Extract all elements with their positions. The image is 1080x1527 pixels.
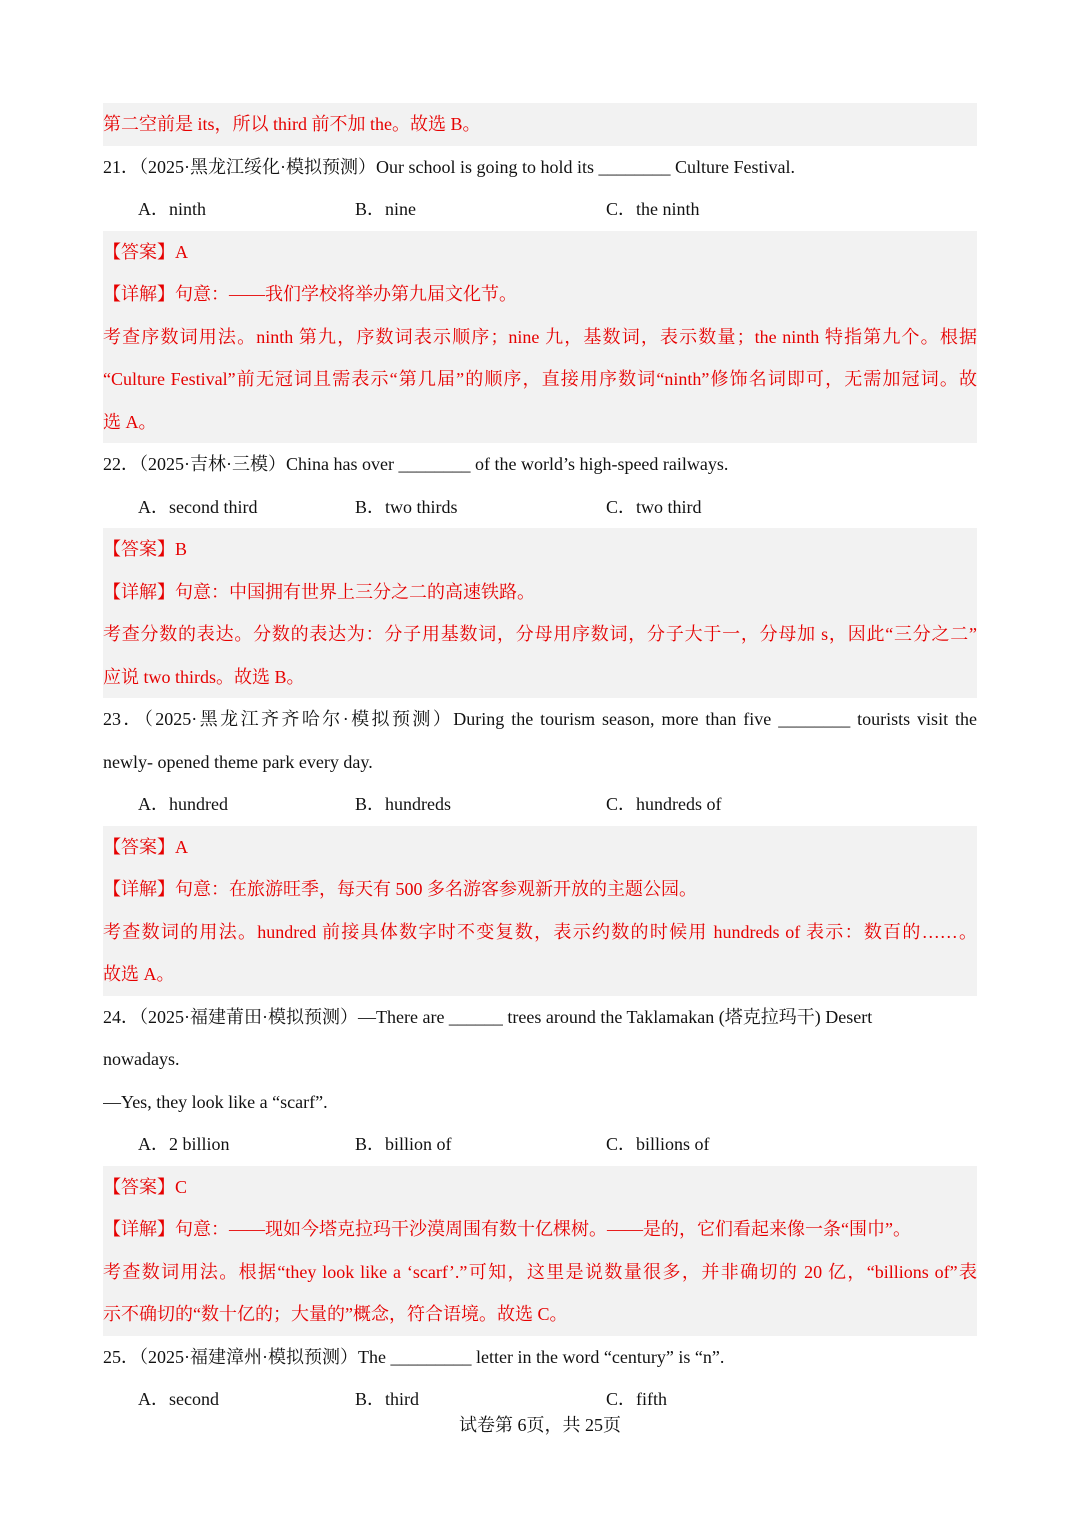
option-a: A．ninth — [138, 199, 207, 219]
option-b: B．third — [355, 1389, 420, 1409]
analysis-line: 应说 two thirds。故选 B。 — [103, 666, 305, 687]
option-c: C．billions of — [606, 1134, 710, 1154]
question-21 — [103, 146, 977, 444]
question-stem: 21．（2025·黑龙江绥化·模拟预测）Our school is going to hold its ________ Culture Festival. — [103, 156, 795, 177]
exam-page — [103, 103, 977, 1421]
page-footer: 试卷第 6页，共 25页 — [459, 1415, 621, 1435]
answer-text: 【答案】A — [103, 836, 188, 857]
option-b: B．billion of — [355, 1134, 452, 1154]
analysis-line: 示不确切的“数十亿的；大量的”概念，符合语境。故选 C。 — [103, 1304, 568, 1324]
question-stem: 23．（2025·黑龙江齐齐哈尔·模拟预测）During the tourism season, more than five ________ tourists visit the — [103, 709, 977, 729]
option-c: C．two third — [606, 496, 702, 517]
answer-block — [103, 231, 977, 444]
question-stem: 24．（2025·福建莆田·模拟预测）—There are ______ trees around the Taklamakan (塔克拉玛干) Desert — [103, 1006, 873, 1027]
question-25 — [103, 1336, 977, 1421]
analysis-line: 故选 A。 — [103, 964, 175, 984]
analysis-line: 考查数词用法。根据“they look like a ‘scarf’.”可知，这里是说数量很多，并非确切的 20 亿，“billions of”表 — [103, 1261, 977, 1282]
question-stem: 22．（2025·吉林·三模）China has over ________ of the world’s high-speed railways. — [103, 454, 729, 474]
answer-text: 【答案】B — [103, 539, 188, 559]
explanation-text: 第二空前是 its，所以 third 前不加 the。故选 B。 — [103, 114, 481, 134]
detail-text: 【详解】句意：中国拥有世界上三分之二的高速铁路。 — [103, 581, 535, 602]
option-b: B．two thirds — [355, 496, 458, 517]
analysis-line: 考查序数词用法。ninth 第九，序数词表示顺序；nine 九，基数词，表示数量；the ninth 特指第九个。根据 — [103, 326, 977, 347]
question-24 — [103, 996, 977, 1336]
analysis-line: 选 A。 — [103, 411, 157, 432]
option-a: A．hundred — [138, 794, 228, 814]
option-c: C．fifth — [606, 1389, 667, 1409]
option-a: A．second third — [138, 496, 258, 517]
question-23 — [103, 698, 977, 996]
detail-text: 【详解】句意：——我们学校将举办第九届文化节。 — [103, 284, 517, 304]
question-stem: nowadays. — [103, 1049, 180, 1069]
analysis-line: 考查数词的用法。hundred 前接具体数字时不变复数，表示约数的时候用 hundreds of 表示：数百的……。 — [103, 921, 977, 942]
option-row — [103, 486, 977, 529]
option-row — [103, 188, 977, 231]
detail-text: 【详解】句意：——现如今塔克拉玛干沙漠周围有数十亿棵树。——是的，它们看起来像一条“围巾”。 — [103, 1219, 911, 1239]
answer-block — [103, 1166, 977, 1336]
question-22 — [103, 443, 977, 698]
option-a: A．second — [138, 1389, 219, 1409]
detail-text: 【详解】句意：在旅游旺季，每天有 500 多名游客参观新开放的主题公园。 — [103, 879, 697, 899]
question-stem: —Yes, they look like a “scarf”. — [103, 1091, 328, 1112]
option-c: C．the ninth — [606, 199, 700, 219]
option-row — [103, 783, 977, 826]
analysis-line: “Culture Festival”前无冠词且需表示“第几届”的顺序，直接用序数词“ninth”修饰名词即可，无需加冠词。故 — [103, 369, 977, 389]
option-a: A．2 billion — [138, 1134, 230, 1154]
answer-text: 【答案】C — [103, 1176, 188, 1197]
answer-block — [103, 826, 977, 996]
option-b: B．hundreds — [355, 794, 451, 814]
carryover-explanation-block — [103, 103, 977, 146]
option-b: B．nine — [355, 199, 416, 219]
option-row — [103, 1123, 977, 1166]
question-stem: newly- opened theme park every day. — [103, 751, 373, 772]
analysis-line: 考查分数的表达。分数的表达为：分子用基数词，分母用序数词，分子大于一，分母加 s，因此“三分之二” — [103, 624, 977, 644]
answer-text: 【答案】A — [103, 241, 188, 262]
question-stem: 25．（2025·福建漳州·模拟预测）The _________ letter in the word “century” is “n”. — [103, 1346, 725, 1367]
option-c: C．hundreds of — [606, 794, 722, 814]
answer-block — [103, 528, 977, 698]
